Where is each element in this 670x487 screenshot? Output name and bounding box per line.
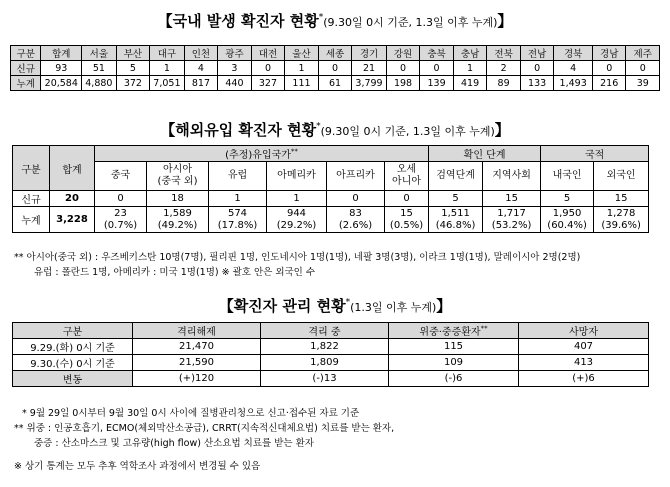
table-cell: 89 xyxy=(487,76,521,91)
imported-cumulative-row xyxy=(13,207,649,220)
imported-title-main: 【해외유입 확진자 현황 xyxy=(160,121,317,139)
management-header-isolated: 격리 중 xyxy=(261,323,389,339)
table-cell: 0 xyxy=(520,61,554,76)
nationality-header: 국적 xyxy=(541,146,649,162)
management-header-deaths: 사망자 xyxy=(519,323,649,339)
table-cell: (+)120 xyxy=(133,371,261,387)
imported-new-row xyxy=(13,191,649,207)
table-cell: 0 xyxy=(327,191,385,207)
title-bracket: 】 xyxy=(497,12,513,30)
total-cell: 20 xyxy=(50,191,95,207)
table-cell: 0 xyxy=(626,61,660,76)
domestic-header-cell: 대전 xyxy=(251,46,285,61)
table-cell: 93 xyxy=(41,61,82,76)
percent-cell: (0.7%) xyxy=(95,220,147,233)
division-header: 구분 xyxy=(13,146,50,191)
domestic-cases-title xyxy=(0,10,670,31)
imported-sub-header: 아시아 (중국 외) xyxy=(147,162,209,191)
management-title-subtitle: (1.3일 이후 누계) xyxy=(350,301,437,314)
imported-sub-header: 내국인 xyxy=(541,162,594,191)
estimated-mark: ** xyxy=(290,147,298,156)
estimated-country-header xyxy=(95,146,429,162)
table-cell: 1,717 xyxy=(483,207,541,220)
table-cell: 5 xyxy=(541,191,594,207)
percent-cell: (49.2%) xyxy=(147,220,209,233)
imported-sub-header: 외국인 xyxy=(594,162,649,191)
table-cell: 407 xyxy=(519,339,649,355)
table-cell: 440 xyxy=(218,76,252,91)
management-header-released: 격리해제 xyxy=(133,323,261,339)
domestic-header-cell: 전남 xyxy=(520,46,554,61)
table-cell: 39 xyxy=(626,76,660,91)
imported-sub-header: 오세 아니아 xyxy=(385,162,429,191)
table-cell: 20,584 xyxy=(41,76,82,91)
table-cell: 1,278 xyxy=(594,207,649,220)
row-label: 누계 xyxy=(13,207,50,233)
imported-sub-header: 검역단계 xyxy=(429,162,483,191)
table-cell: 15 xyxy=(385,207,429,220)
row-label: 신규 xyxy=(13,191,50,207)
domestic-header-cell: 경기 xyxy=(352,46,387,61)
table-cell: (-)6 xyxy=(389,371,519,387)
table-cell: 115 xyxy=(389,339,519,355)
table-cell: 0 xyxy=(385,191,429,207)
domestic-header-cell: 구분 xyxy=(11,46,41,61)
table-cell: 21 xyxy=(352,61,387,76)
imported-sub-header: 아프리카 xyxy=(327,162,385,191)
imported-sub-header: 지역사회 xyxy=(483,162,541,191)
table-cell: 51 xyxy=(82,61,117,76)
domestic-header-cell: 세종 xyxy=(318,46,352,61)
domestic-header-cell: 강원 xyxy=(386,46,420,61)
imported-cases-table xyxy=(12,145,649,233)
title-bracket: 】 xyxy=(436,297,452,315)
domestic-header-cell: 대구 xyxy=(150,46,185,61)
domestic-header-cell: 광주 xyxy=(218,46,252,61)
domestic-header-cell: 경북 xyxy=(554,46,593,61)
table-cell: 944 xyxy=(267,207,327,220)
management-header-severe xyxy=(389,323,519,339)
table-cell: 21,470 xyxy=(133,339,261,355)
total-header: 합계 xyxy=(50,146,95,191)
severe-label: 위중·중증환자 xyxy=(419,327,481,338)
management-note-4: ※ 상기 통계는 모두 추후 역학조사 과정에서 변경될 수 있음 xyxy=(14,461,261,472)
table-cell: 2 xyxy=(487,61,521,76)
table-cell: 1 xyxy=(453,61,487,76)
management-table xyxy=(12,322,649,387)
table-cell: 0 xyxy=(251,61,285,76)
table-cell: 111 xyxy=(285,76,319,91)
table-cell: 1 xyxy=(267,191,327,207)
table-cell: 1,589 xyxy=(147,207,209,220)
management-note-2: ** 위중 : 인공호흡기, ECMO(체외막산소공급), CRRT(지속적신대체요법) 치료를 받는 환자, xyxy=(14,423,395,434)
imported-sub-header: 중국 xyxy=(95,162,147,191)
domestic-header-cell: 경남 xyxy=(592,46,626,61)
imported-title-subtitle: (9.30일 0시 기준, 1.3일 이후 누계) xyxy=(320,125,495,138)
table-cell: 1,950 xyxy=(541,207,594,220)
table-cell: (-)13 xyxy=(261,371,389,387)
table-cell: 1 xyxy=(150,61,185,76)
imported-note-1: ** 아시아(중국 외) : 우즈베키스탄 10명(7명), 필리핀 1명, 인도네시아 1명(1명), 네팔 3명(3명), 이라크 1명(1명), 말레이시아 2명(2명) xyxy=(14,252,581,263)
table-cell: 413 xyxy=(519,355,649,371)
table-cell: 1,809 xyxy=(261,355,389,371)
domestic-header-cell: 충남 xyxy=(453,46,487,61)
table-cell: 419 xyxy=(453,76,487,91)
imported-cases-title xyxy=(0,119,670,140)
imported-note-2: 유럽 : 폴란드 1명, 아메리카 : 미국 1명(1명) ※ 괄호 안은 외국인 수 xyxy=(34,267,316,278)
table-cell: 327 xyxy=(251,76,285,91)
table-cell: 21,590 xyxy=(133,355,261,371)
imported-header-sub-row xyxy=(13,162,649,191)
domestic-header-row xyxy=(11,46,660,61)
domestic-header-cell: 합계 xyxy=(41,46,82,61)
table-cell: 198 xyxy=(386,76,420,91)
table-cell: 61 xyxy=(318,76,352,91)
table-cell: 3,799 xyxy=(352,76,387,91)
row-label: 변동 xyxy=(13,371,133,387)
management-row xyxy=(13,355,649,371)
row-label: 9.30.(수) 0시 기준 xyxy=(13,355,133,371)
table-cell: 0 xyxy=(95,191,147,207)
table-cell: 5 xyxy=(429,191,483,207)
table-cell: 0 xyxy=(420,61,454,76)
domestic-title-main: 【국내 발생 확진자 현황 xyxy=(157,12,319,30)
table-cell: 83 xyxy=(327,207,385,220)
imported-header-top-row xyxy=(13,146,649,162)
table-cell: 1,511 xyxy=(429,207,483,220)
domestic-header-cell: 울산 xyxy=(285,46,319,61)
percent-cell: (53.2%) xyxy=(483,220,541,233)
management-title xyxy=(0,295,670,316)
confirm-stage-header: 확인 단계 xyxy=(429,146,541,162)
table-cell: 18 xyxy=(147,191,209,207)
domestic-header-cell: 충북 xyxy=(420,46,454,61)
row-label: 신규 xyxy=(11,61,41,76)
domestic-cumulative-row xyxy=(11,76,660,91)
table-cell: 139 xyxy=(420,76,454,91)
table-cell: 133 xyxy=(520,76,554,91)
row-label: 9.29.(화) 0시 기준 xyxy=(13,339,133,355)
domestic-header-cell: 전북 xyxy=(487,46,521,61)
table-cell: 0 xyxy=(318,61,352,76)
title-bracket: 】 xyxy=(494,121,510,139)
total-cell: 3,228 xyxy=(50,207,95,233)
table-cell: 574 xyxy=(209,207,267,220)
percent-cell: (60.4%) xyxy=(541,220,594,233)
percent-cell: (46.8%) xyxy=(429,220,483,233)
title-mark: * xyxy=(318,12,324,23)
table-cell: 216 xyxy=(592,76,626,91)
domestic-cases-table xyxy=(10,45,660,91)
table-cell: 1 xyxy=(285,61,319,76)
domestic-header-cell: 서울 xyxy=(82,46,117,61)
management-header-division: 구분 xyxy=(13,323,133,339)
table-cell: 3 xyxy=(218,61,252,76)
table-cell: 4,880 xyxy=(82,76,117,91)
table-cell: (+)6 xyxy=(519,371,649,387)
table-cell: 0 xyxy=(386,61,420,76)
percent-cell: (0.5%) xyxy=(385,220,429,233)
table-cell: 4 xyxy=(554,61,593,76)
table-cell: 0 xyxy=(592,61,626,76)
domestic-new-row xyxy=(11,61,660,76)
domestic-header-cell: 제주 xyxy=(626,46,660,61)
management-header-row xyxy=(13,323,649,339)
management-row xyxy=(13,371,649,387)
imported-percent-row xyxy=(13,220,649,233)
management-note-3: 중증 : 산소마스크 및 고유량(high flow) 산소요법 치료를 받는 환자 xyxy=(34,438,314,449)
table-cell: 15 xyxy=(594,191,649,207)
management-row xyxy=(13,339,649,355)
table-cell: 1,493 xyxy=(554,76,593,91)
percent-cell: (39.6%) xyxy=(594,220,649,233)
domestic-header-cell: 부산 xyxy=(116,46,150,61)
row-label: 누계 xyxy=(11,76,41,91)
estimated-country-label: (추정)유입국가 xyxy=(225,150,291,161)
imported-sub-header: 아메리카 xyxy=(267,162,327,191)
domestic-header-cell: 인천 xyxy=(184,46,218,61)
percent-cell: (17.8%) xyxy=(209,220,267,233)
table-cell: 15 xyxy=(483,191,541,207)
table-cell: 4 xyxy=(184,61,218,76)
table-cell: 109 xyxy=(389,355,519,371)
table-cell: 372 xyxy=(116,76,150,91)
management-title-main: 【확진자 관리 현황 xyxy=(218,297,346,315)
table-cell: 7,051 xyxy=(150,76,185,91)
imported-sub-header: 유럽 xyxy=(209,162,267,191)
percent-cell: (29.2%) xyxy=(267,220,327,233)
domestic-title-subtitle: (9.30일 0시 기준, 1.3일 이후 누계) xyxy=(323,16,498,29)
table-cell: 817 xyxy=(184,76,218,91)
table-cell: 1 xyxy=(209,191,267,207)
percent-cell: (2.6%) xyxy=(327,220,385,233)
severe-mark: ** xyxy=(480,324,488,333)
title-mark: * xyxy=(345,297,351,308)
table-cell: 5 xyxy=(116,61,150,76)
table-cell: 23 xyxy=(95,207,147,220)
management-note-1: * 9월 29일 0시부터 9월 30일 0시 사이에 질병관리청으로 신고·접수된 자료 기준 xyxy=(22,408,360,419)
title-mark: * xyxy=(316,121,321,132)
table-cell: 1,822 xyxy=(261,339,389,355)
